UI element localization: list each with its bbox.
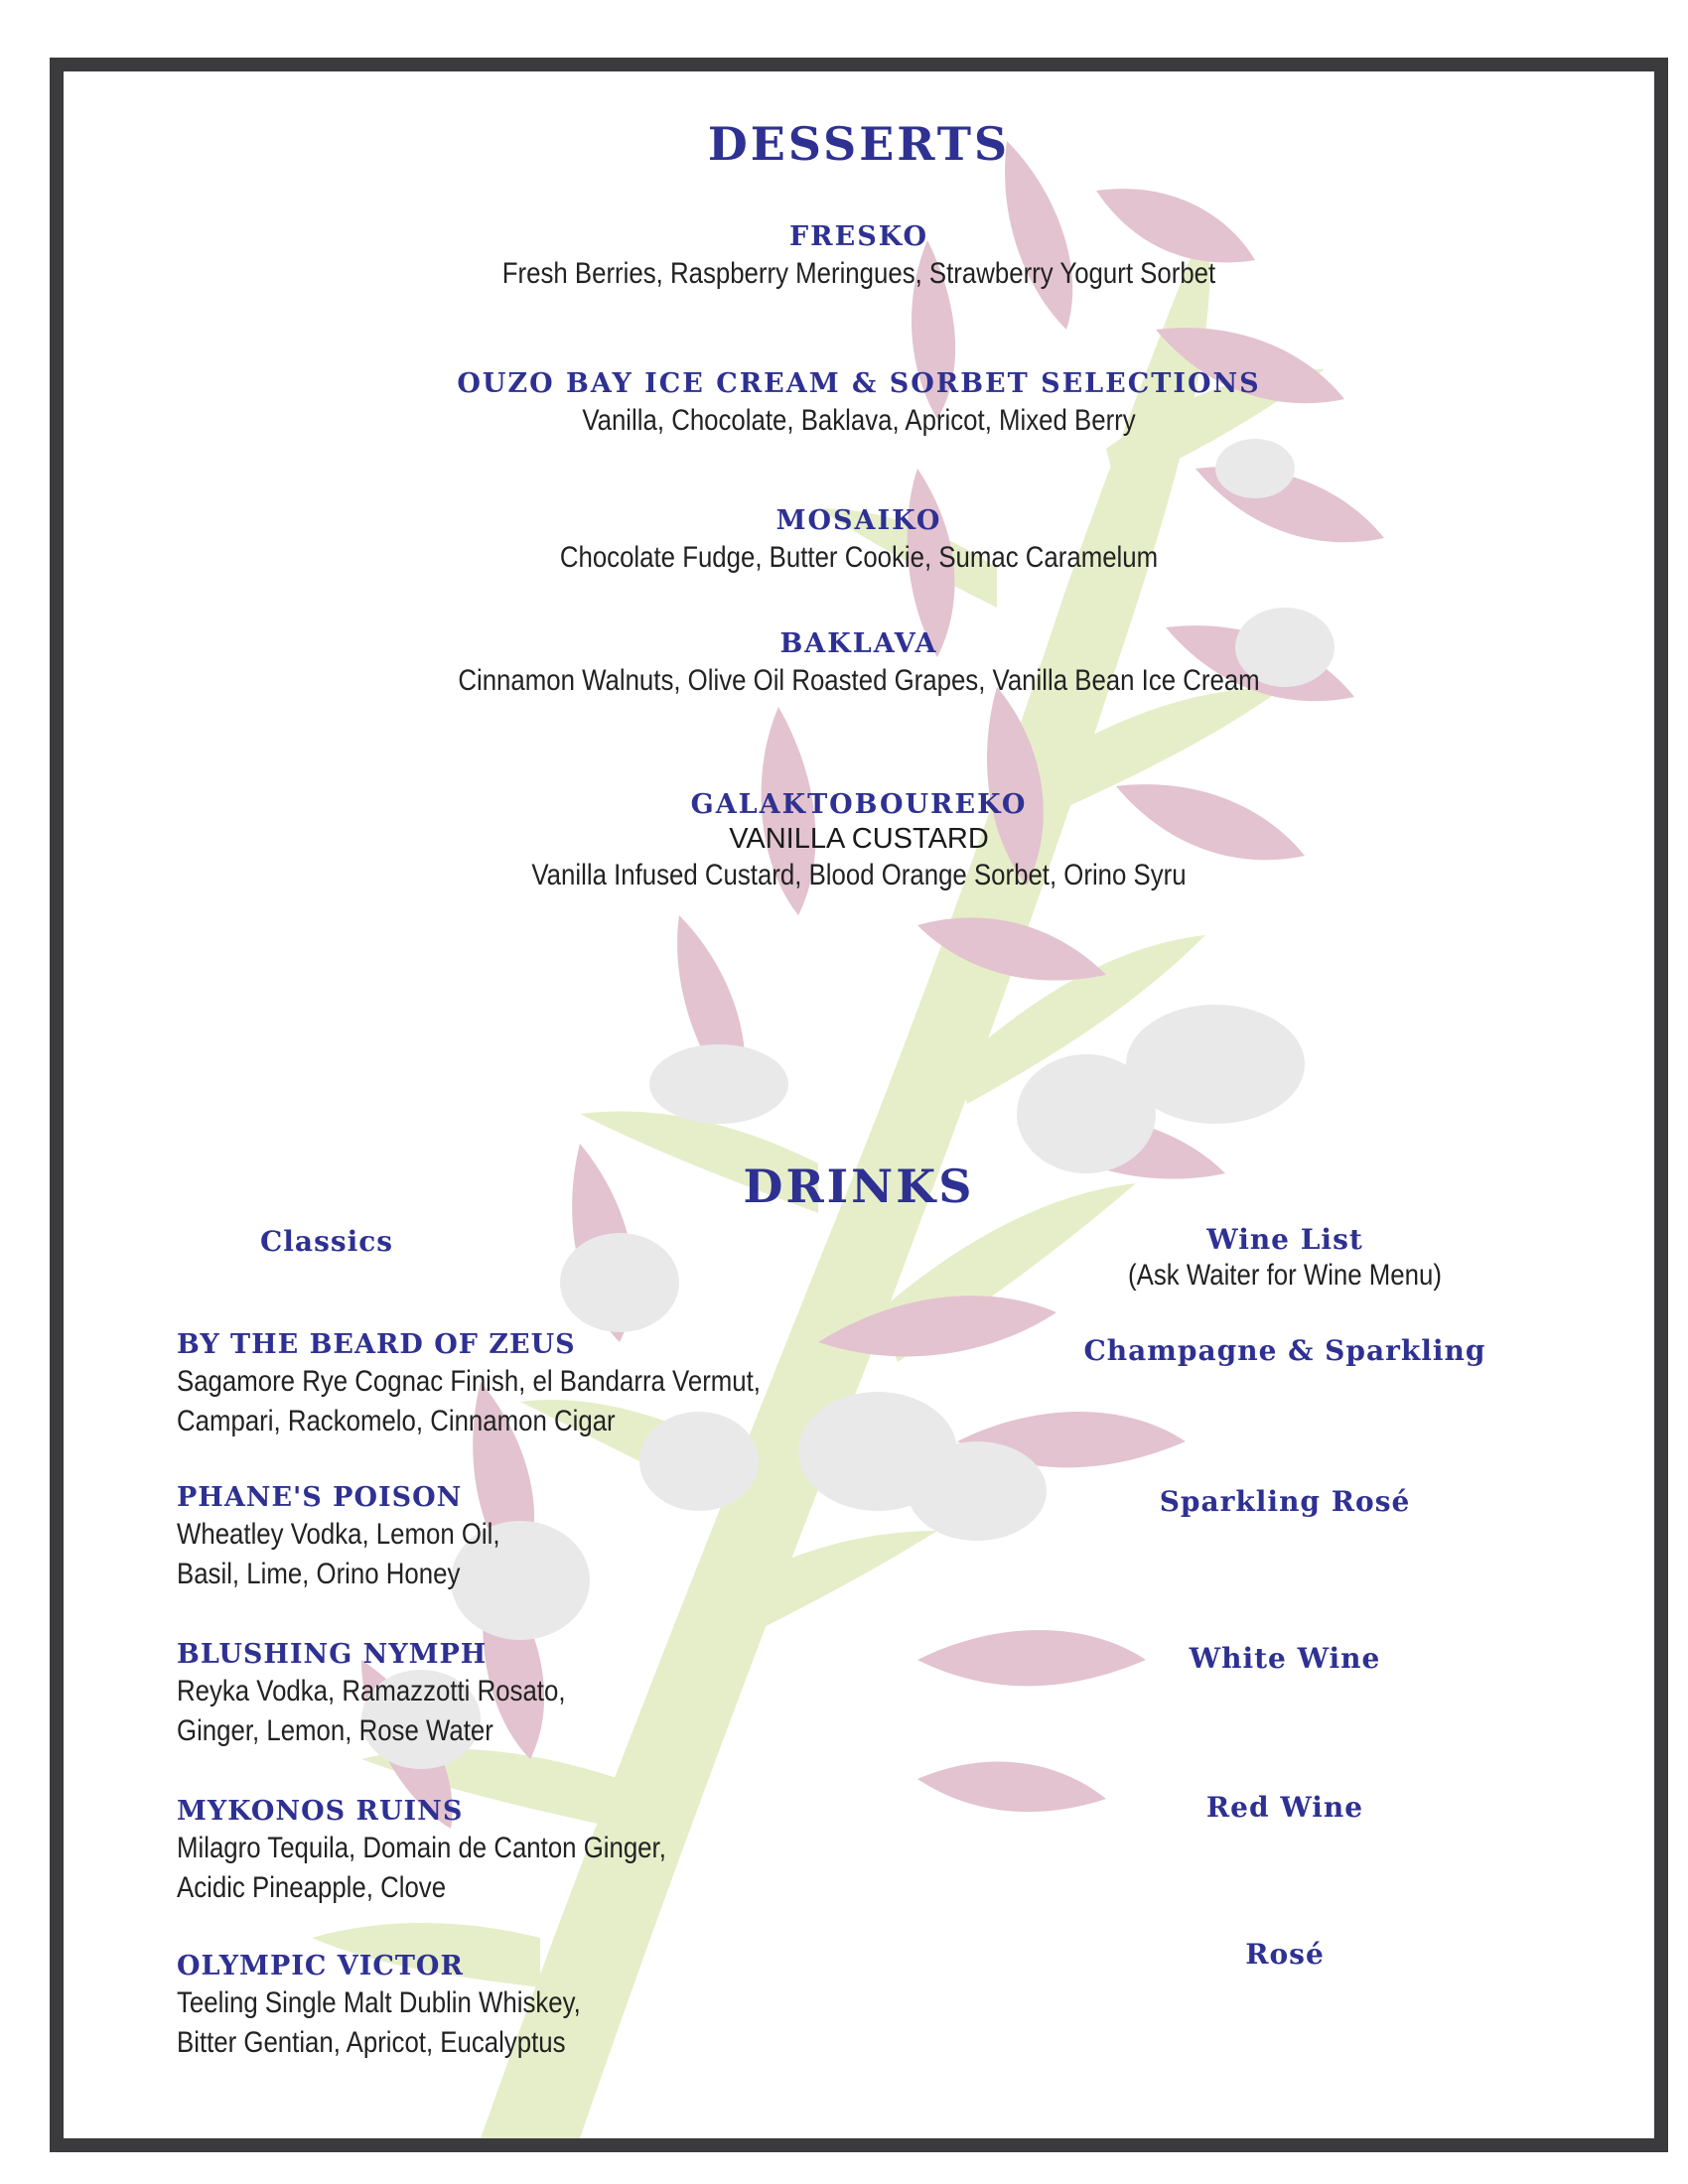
dessert-item-ice-cream — [64, 367, 1654, 441]
wine-category-label: Champagne & Sparkling — [1083, 1334, 1486, 1367]
dessert-item-baklava — [64, 627, 1654, 701]
wine-category-champagne — [977, 1334, 1593, 1368]
wine-category-label: Rosé — [1245, 1938, 1325, 1971]
wine-list-note: (Ask Waiter for Wine Menu) — [1128, 1259, 1442, 1292]
wine-category-white — [977, 1642, 1593, 1676]
classics-heading: Classics — [260, 1225, 394, 1258]
dessert-description: Fresh Berries, Raspberry Meringues, Strawberry Yogurt Sorbet — [501, 257, 1216, 290]
wine-category-label: Red Wine — [1205, 1791, 1364, 1824]
dessert-item-mosaiko — [64, 504, 1654, 578]
dessert-name: OUZO BAY ICE CREAM & SORBET SELECTIONS — [457, 368, 1261, 399]
dessert-item-galaktoboureko — [64, 788, 1654, 895]
dessert-description: Vanilla, Chocolate, Baklava, Apricot, Mixed Berry — [582, 404, 1136, 437]
drink-description: Reyka Vodka, Ramazzotti Rosato, Ginger, Lemon, Rose Water — [177, 1675, 566, 1747]
drink-item-blushing-nymph — [177, 1638, 872, 1751]
desserts-heading: DESSERTS — [707, 117, 1011, 171]
drink-description: Milagro Tequila, Domain de Canton Ginger, Acidic Pineapple, Clove — [177, 1832, 666, 1904]
drink-item-beard-of-zeus — [177, 1328, 872, 1441]
dessert-name: GALAKTOBOUREKO — [690, 789, 1028, 820]
drink-item-phanes-poison — [177, 1481, 872, 1594]
drink-description: Sagamore Rye Cognac Finish, el Bandarra Vermut, Campari, Rackomelo, Cinnamon Cigar — [177, 1365, 761, 1437]
drink-name: MYKONOS RUINS — [177, 1796, 464, 1827]
wine-list-title: Wine List — [1206, 1223, 1363, 1256]
dessert-name: BAKLAVA — [779, 628, 938, 659]
drink-description: Teeling Single Malt Dublin Whiskey, Bitter Gentian, Apricot, Eucalyptus — [177, 1986, 581, 2059]
drink-name: BLUSHING NYMPH — [177, 1639, 488, 1670]
dessert-name: MOSAIKO — [775, 505, 942, 536]
drinks-heading: DRINKS — [743, 1160, 975, 1213]
drink-name: PHANE'S POISON — [177, 1482, 463, 1513]
drink-item-olympic-victor — [177, 1950, 872, 2063]
wine-category-label: Sparkling Rosé — [1159, 1485, 1411, 1518]
drink-name: BY THE BEARD OF ZEUS — [177, 1329, 576, 1360]
dessert-description: Chocolate Fudge, Butter Cookie, Sumac Caramelum — [559, 541, 1159, 574]
drink-item-mykonos-ruins — [177, 1795, 872, 1908]
drink-description: Wheatley Vodka, Lemon Oil, Basil, Lime, Orino Honey — [177, 1518, 500, 1590]
drink-name: OLYMPIC VICTOR — [177, 1951, 464, 1981]
wine-category-sparkling-rose — [977, 1485, 1593, 1519]
wine-category-rose — [977, 1938, 1593, 1972]
dessert-name: FRESKO — [789, 221, 928, 252]
wine-list-section — [977, 1223, 1593, 1295]
dessert-item-fresko — [64, 220, 1654, 294]
menu-page-frame — [50, 58, 1668, 2152]
dessert-description: Vanilla Infused Custard, Blood Orange Sorbet, Orino Syru — [531, 859, 1187, 891]
wine-category-red — [977, 1791, 1593, 1825]
wine-category-label: White Wine — [1189, 1642, 1381, 1675]
dessert-description: Cinnamon Walnuts, Olive Oil Roasted Grapes, Vanilla Bean Ice Cream — [458, 664, 1260, 697]
dessert-subtitle: VANILLA CUSTARD — [729, 823, 989, 855]
